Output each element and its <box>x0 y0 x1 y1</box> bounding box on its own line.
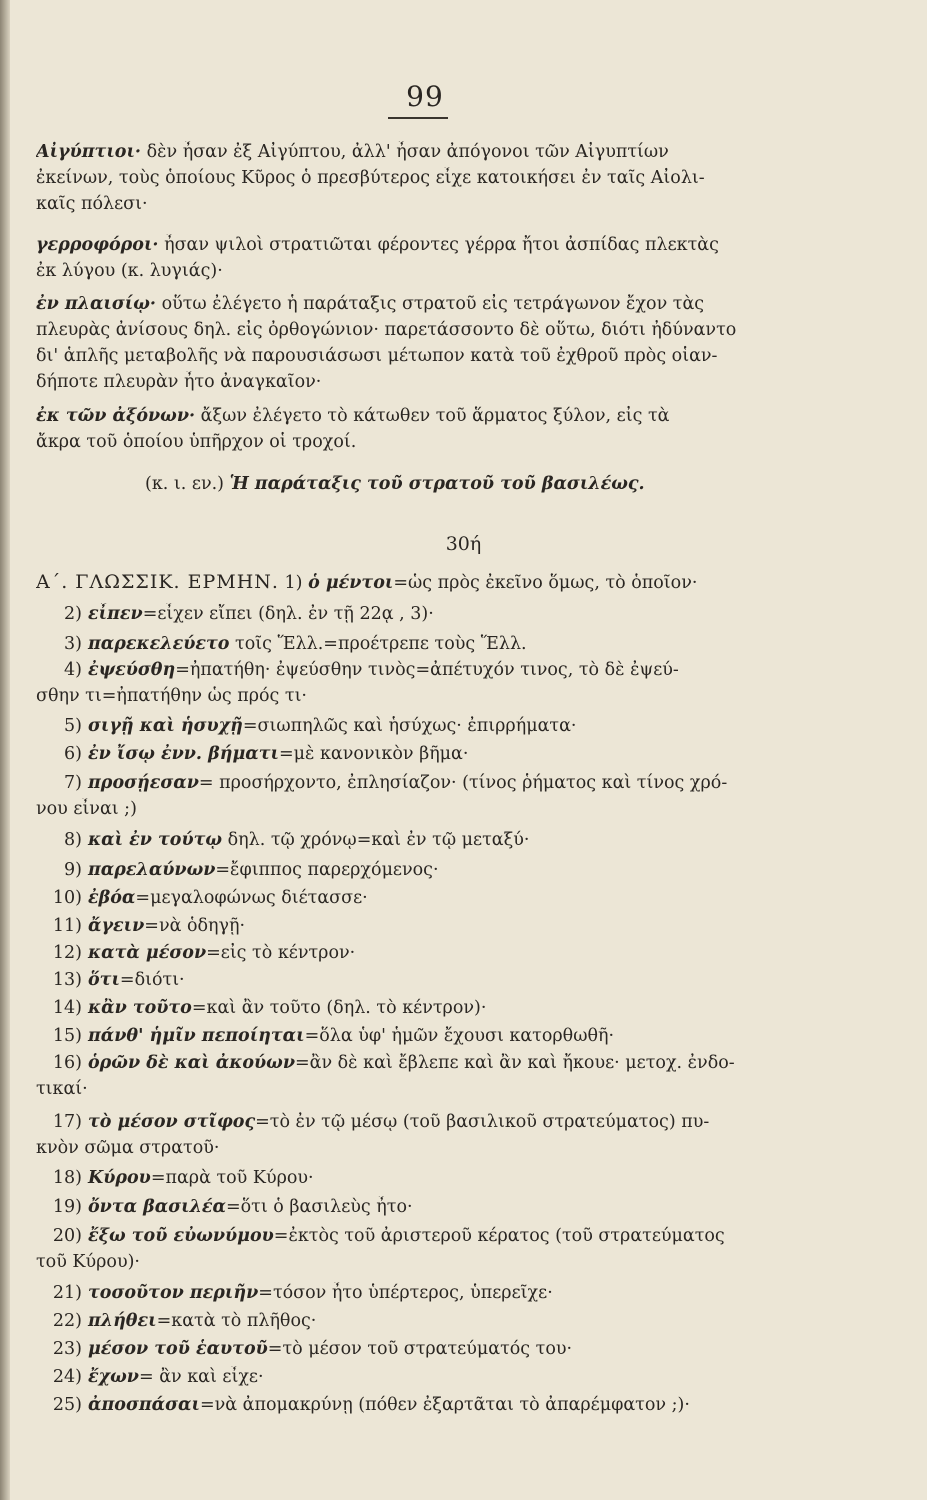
section-heading: 30ή <box>445 533 482 555</box>
glossary-line: 24) ἔχων= ἂν καὶ εἶχε· <box>52 1367 264 1387</box>
note-line: ἐκείνων, τοὺς ὁποίους Κῦρος ὁ πρεσβύτερος εἶχε κατοικήσει ἐν ταῖς Αἰολι- <box>36 168 705 188</box>
glossary-line: 15) πάνθ' ἡμῖν πεποίηται=ὅλα ὑφ' ἡμῶν ἔχουσι κατορθωθῆ· <box>52 1026 615 1046</box>
glossary-line: 16) ὁρῶν δὲ καὶ ἀκούων=ἂν δὲ καὶ ἔβλεπε καὶ ἂν καὶ ἤκουε· μετοχ. ἐνδο- <box>52 1053 735 1073</box>
glossary-line: 11) ἄγειν=νὰ ὁδηγῇ· <box>52 916 246 936</box>
glossary-line: 17) τὸ μέσον στῖφος=τὸ ἐν τῷ μέσῳ (τοῦ βασιλικοῦ στρατεύματος) πυ- <box>52 1112 710 1132</box>
glossary-line: 10) ἐβόα=μεγαλοφώνως διέτασσε· <box>52 888 368 908</box>
glossary-line: σθην τι=ἠπατήθην ὡς πρός τι· <box>36 686 307 706</box>
glossary-line: 19) ὄντα βασιλέα=ὅτι ὁ βασιλεὺς ἦτο· <box>52 1197 413 1217</box>
glossary-line: 2) εἶπεν=εἶχεν εἴπει (δηλ. ἐν τῇ 22ᾳ , 3)· <box>64 604 434 624</box>
glossary-line: 8) καὶ ἐν τούτῳ δηλ. τῷ χρόνῳ=καὶ ἐν τῷ μεταξύ· <box>64 830 530 850</box>
glossary-line: νου εἶναι ;) <box>36 799 137 819</box>
glossary-line: 13) ὅτι=διότι· <box>52 970 185 990</box>
note-line: ἐκ τῶν ἀξόνων· ἄξων ἐλέγετο τὸ κάτωθεν τοῦ ἅρματος ξύλον, εἰς τὰ <box>36 406 670 426</box>
note-line: ἄκρα τοῦ ὁποίου ὑπῆρχον οἱ τροχοί. <box>36 432 357 452</box>
note-line: γερροφόροι· ἦσαν ψιλοὶ στρατιῶται φέροντες γέρρα ἤτοι ἀσπίδας πλεκτὰς <box>36 235 719 255</box>
glossary-line: 23) μέσον τοῦ ἑαυτοῦ=τὸ μέσον τοῦ στρατεύματός του· <box>52 1339 573 1359</box>
note-line: ἐν πλαισίῳ· οὕτω ἐλέγετο ἡ παράταξις στρατοῦ εἰς τετράγωνον ἔχον τὰς <box>36 294 705 314</box>
glossary-line: κνὸν σῶμα στρατοῦ· <box>36 1138 220 1158</box>
glossary-line: τικαί· <box>36 1079 88 1099</box>
glossary-line: 14) κἂν τοῦτο=καὶ ἂν τοῦτο (δηλ. τὸ κέντρον)· <box>52 998 487 1018</box>
glossary-line: 25) ἀποσπάσαι=νὰ ἀπομακρύνῃ (πόθεν ἐξαρτᾶται τὸ ἀπαρέμφατον ;)· <box>52 1395 690 1415</box>
note-line: δι' ἁπλῆς μεταβολῆς νὰ παρουσιάσωσι μέτωπον κατὰ τοῦ ἐχθροῦ πρὸς οἱαν- <box>36 346 718 366</box>
glossary-line: 9) παρελαύνων=ἔφιππος παρερχόμενος· <box>64 860 439 880</box>
note-line: καῖς πόλεσι· <box>36 194 148 214</box>
page-number: 99 <box>406 80 444 113</box>
glossary-line: 7) προσῄεσαν= προσήρχοντο, ἐπλησίαζον· (τίνος ῥήματος καὶ τίνος χρό- <box>64 773 728 793</box>
glossary-line: 6) ἐν ἴσῳ ἐνν. βήματι=μὲ κανονικὸν βῆμα· <box>64 744 469 764</box>
glossary-line: 18) Κύρου=παρὰ τοῦ Κύρου· <box>52 1168 314 1188</box>
glossary-line: 20) ἔξω τοῦ εὐωνύμου=ἐκτὸς τοῦ ἀριστεροῦ κέρατος (τοῦ στρατεύματος <box>52 1226 725 1246</box>
glossary-line: 3) παρεκελεύετο τοῖς Ἕλλ.=προέτρεπε τοὺς Ἕλλ. <box>64 634 527 654</box>
note-line: δήποτε πλευρὰν ἦτο ἀναγκαῖον· <box>36 372 322 392</box>
glossary-line: Α΄. ΓΛΩΣΣΙΚ. ΕΡΜΗΝ. 1) ὁ μέντοι=ὡς πρὸς ἐκεῖνο ὅμως, τὸ ὁποῖον· <box>36 571 698 593</box>
page-number-underline <box>388 117 448 119</box>
glossary-line: τοῦ Κύρου)· <box>36 1252 140 1272</box>
note-line: Αἰγύπτιοι· δὲν ἦσαν ἐξ Αἰγύπτου, ἀλλ' ἦσαν ἀπόγονοι τῶν Αἰγυπτίων <box>36 142 669 162</box>
glossary-line: 4) ἐψεύσθη=ἠπατήθη· ἐψεύσθην τινὸς=ἀπέτυχόν τινος, τὸ δὲ ἐψεύ- <box>64 660 679 680</box>
note-line: ἐκ λύγου (κ. λυγιάς)· <box>36 261 223 281</box>
figure-caption: (κ. ι. εν.) Ἡ παράταξις τοῦ στρατοῦ τοῦ βασιλέως. <box>145 474 645 494</box>
glossary-line: 5) σιγῇ καὶ ἡσυχῇ=σιωπηλῶς καὶ ἡσύχως· ἐπιρρήματα· <box>64 716 577 736</box>
glossary-line: 12) κατὰ μέσον=εἰς τὸ κέντρον· <box>52 943 356 963</box>
note-line: πλευρὰς ἀνίσους δηλ. εἰς ὀρθογώνιον· παρετάσσοντο δὲ οὕτω, διότι ἠδύναντο <box>36 320 737 340</box>
page-edge-shadow <box>0 0 10 1500</box>
glossary-line: 21) τοσοῦτον περιῆν=τόσον ἦτο ὑπέρτερος, ὑπερεῖχε· <box>52 1283 553 1303</box>
glossary-line: 22) πλήθει=κατὰ τὸ πλῆθος· <box>52 1311 317 1331</box>
